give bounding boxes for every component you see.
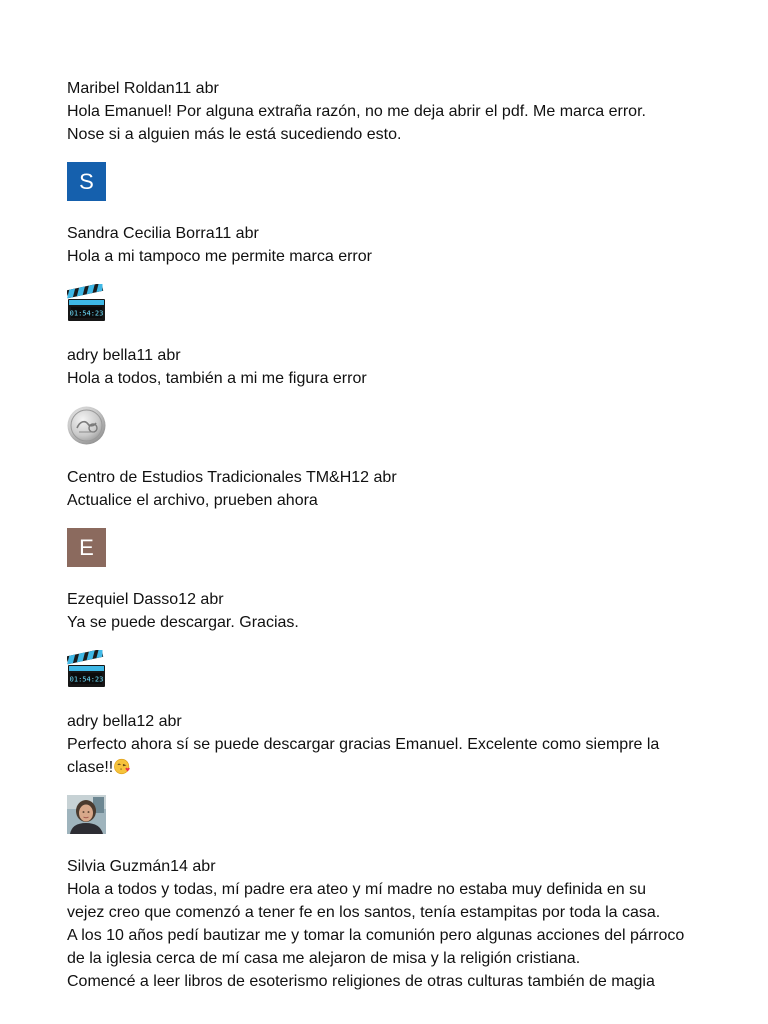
comment-text-line: Hola a mi tampoco me permite marca error [67,248,372,265]
comment-author[interactable]: adry bella [67,347,137,364]
comment-header [67,77,717,100]
avatar[interactable]: E [67,528,106,567]
comment-header [67,466,717,489]
comment-header [67,710,717,733]
comment-text-line: Nose si a alguien más le está sucediendo esto. [67,126,402,143]
comment-date: 11 abr [174,80,219,97]
comment-text-fragment: clase!! [67,759,114,776]
comment [67,77,717,146]
comment-text-line: Hola a todos, también a mi me figura error [67,370,367,387]
comment [67,284,717,390]
comment-text-line: de la iglesia cerca de mí casa me alejaron de misa y la religión cristiana. [67,950,581,967]
comment-text-line [67,756,717,779]
comment-text-line: vejez creo que comenzó a tener fe en los santos, tenía estampitas por toda la casa. [67,904,661,921]
comment-header [67,855,717,878]
comment-date: 12 abr [178,591,224,608]
clapper-timer-text: 01:54:23 [69,309,104,318]
comment-text-line: Perfecto ahora sí se puede descargar gracias Emanuel. Excelente como siempre la [67,736,660,753]
comment-text-line: Ya se puede descargar. Gracias. [67,614,299,631]
comment [67,795,717,993]
comment-author[interactable]: Sandra Cecilia Borra [67,225,215,242]
comment [67,528,717,634]
comment-date: 12 abr [351,469,397,486]
comment [67,650,717,779]
comment-author[interactable]: Maribel Roldan [67,80,175,97]
clapperboard-icon [67,284,106,323]
face-blowing-kiss-emoji-icon [114,758,131,775]
comment [67,406,717,512]
comment-header [67,222,717,245]
comment-author[interactable]: Silvia Guzmán [67,858,171,875]
comment-date: 14 abr [170,858,216,875]
avatar[interactable] [67,284,106,323]
comment-date: 11 abr [136,347,181,364]
comment [67,162,717,268]
avatar[interactable] [67,406,106,445]
comment-header [67,588,717,611]
comment-text-line: Hola Emanuel! Por alguna extraña razón, no me deja abrir el pdf. Me marca error. [67,103,646,120]
clapperboard-icon [67,650,106,689]
comment-author[interactable]: Ezequiel Dasso [67,591,179,608]
comment-thread [67,77,717,993]
comment-author[interactable]: Centro de Estudios Tradicionales TM&H [67,469,352,486]
comment-text-line: A los 10 años pedí bautizar me y tomar la comunión pero algunas acciones del párroco [67,927,685,944]
comment-date: 12 abr [136,713,182,730]
profile-photo-icon [67,795,106,834]
comment-text-line: Comencé a leer libros de esoterismo religiones de otras culturas también de magia [67,973,655,990]
comment-text-line: Actualice el archivo, prueben ahora [67,492,318,509]
avatar[interactable]: S [67,162,106,201]
silver-coin-logo-icon [67,406,106,445]
comment-date: 11 abr [214,225,259,242]
comment-author[interactable]: adry bella [67,713,137,730]
avatar[interactable] [67,650,106,689]
clapper-timer-text: 01:54:23 [69,675,104,684]
comment-header [67,344,717,367]
comment-text-line: Hola a todos y todas, mí padre era ateo y mí madre no estaba muy definida en su [67,881,646,898]
avatar[interactable] [67,795,106,834]
